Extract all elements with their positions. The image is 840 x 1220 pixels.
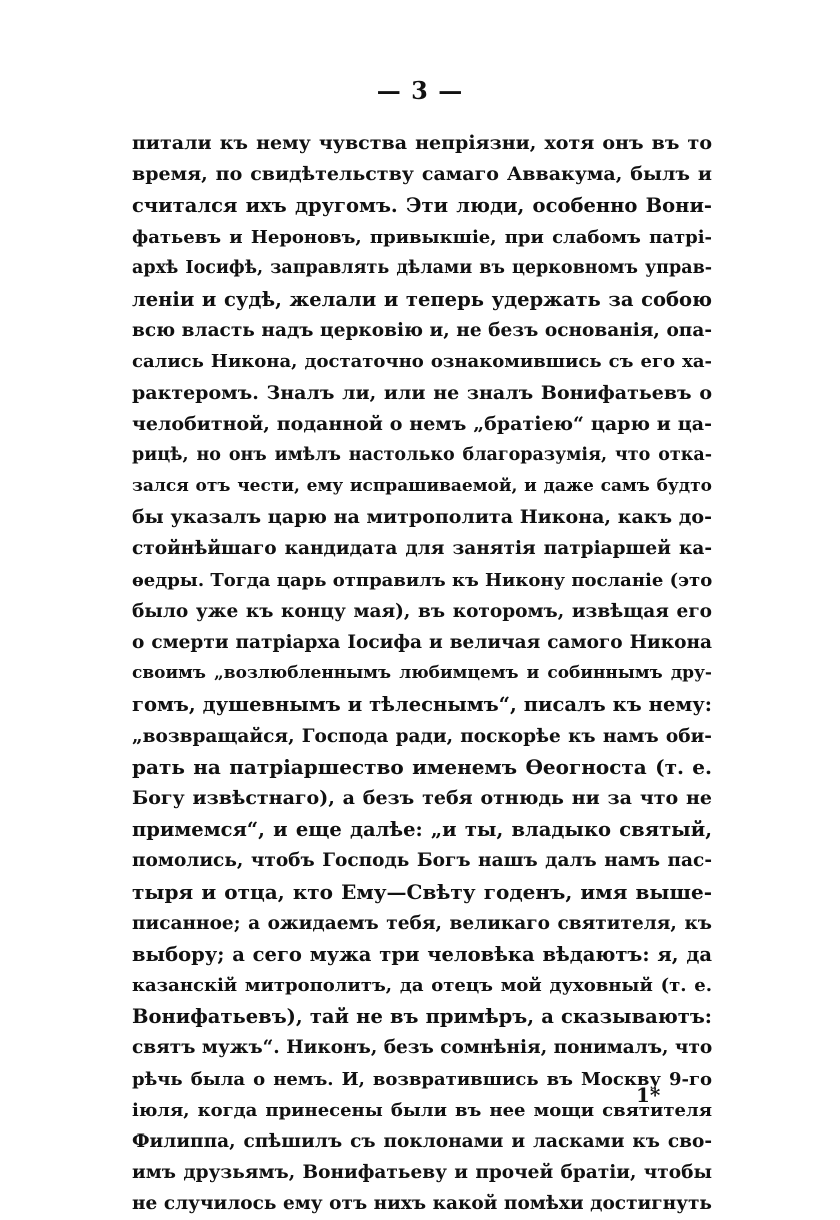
text-line: гомъ, душевнымъ и тѣлеснымъ“, писалъ къ нему:: [132, 693, 712, 717]
text-line: рать на патріаршество именемъ Ѳеогноста (т. е.: [132, 754, 712, 779]
text-line: время, по свидѣтельству самаго Аввакума, былъ и: [132, 163, 712, 186]
text-line: своимъ „возлюбленнымъ любимцемъ и собиннымъ дру-: [132, 663, 712, 684]
text-line: сались Никона, достаточно ознакомившись съ его ха-: [132, 351, 712, 373]
text-line: іюля, когда принесены были въ нее мощи святителя: [132, 1099, 712, 1121]
text-line: рактеромъ. Зналъ ли, или не зналъ Вонифатьевъ о: [132, 381, 712, 404]
text-line: выбору; а сего мужа три человѣка вѣдаютъ: я, да: [132, 942, 712, 966]
text-line: святъ мужъ“. Никонъ, безъ сомнѣнія, понималъ, что: [132, 1037, 713, 1059]
body-text: [132, 128, 712, 1220]
text-line: казанскій митрополитъ, да отецъ мой духовный (т. е.: [132, 975, 712, 997]
text-line: не случилось ему отъ нихъ какой помѣхи достигнуть: [132, 1193, 712, 1215]
text-line: о смерти патріарха Іосифа и величая самого Никона: [132, 632, 712, 653]
text-line: зался отъ чести, ему испрашиваемой, и даже самъ будто: [132, 476, 712, 497]
text-line: рицѣ, но онъ имѣлъ настолько благоразумія, что отка-: [132, 444, 712, 465]
text-line: „возвращайся, Господа ради, поскорѣе къ намъ оби-: [132, 725, 712, 747]
text-line: челобитной, поданной о немъ „братіею“ царю и ца-: [132, 412, 712, 435]
text-line: было уже къ концу мая), въ которомъ, извѣщая его: [132, 600, 712, 622]
text-line: примемся“, и еще далѣе: „и ты, владыко святый,: [132, 818, 712, 842]
text-line: фатьевъ и Нероновъ, привыкшіе, при слабомъ патрі-: [132, 226, 712, 248]
text-line: леніи и судѣ, желали и теперь удержать за собою: [132, 287, 712, 311]
text-line: считался ихъ другомъ. Эти люди, особенно Вони-: [132, 194, 712, 218]
text-line: Богу извѣстнаго), а безъ тебя отнюдь ни за что не: [132, 786, 712, 809]
text-line: стойнѣйшаго кандидата для занятія патріаршей ка-: [132, 538, 712, 560]
signature-mark: 1*: [636, 1083, 661, 1107]
text-line: питали къ нему чувства непріязни, хотя онъ въ то: [132, 132, 712, 154]
text-line: тыря и отца, кто Ему—Свѣту годенъ, имя выше-: [132, 879, 712, 904]
text-line: бы указалъ царю на митрополита Никона, какъ до-: [132, 506, 712, 529]
text-line: писанное; а ожидаемъ тебя, великаго святителя, къ: [132, 912, 712, 934]
text-line: Филиппа, спѣшилъ съ поклонами и ласками къ сво-: [132, 1131, 712, 1152]
text-line: архѣ Іосифѣ, заправлять дѣлами въ церковномъ управ-: [132, 257, 712, 278]
text-line: ѳедры. Тогда царь отправилъ къ Никону посланіе (это: [132, 569, 713, 591]
page-number: — 3 —: [376, 76, 464, 105]
text-line: помолись, чтобъ Господь Богъ нашъ далъ намъ пас-: [132, 850, 712, 872]
text-line: имъ друзьямъ, Вонифатьеву и прочей братіи, чтобы: [132, 1162, 712, 1184]
text-line: всю власть надъ церковію и, не безъ основанія, опа-: [132, 320, 712, 342]
text-line: рѣчь была о немъ. И, возвратившись въ Москву 9-го: [132, 1068, 712, 1090]
text-line: Вонифатьевъ), тай не въ примѣръ, а сказываютъ:: [132, 1005, 712, 1029]
